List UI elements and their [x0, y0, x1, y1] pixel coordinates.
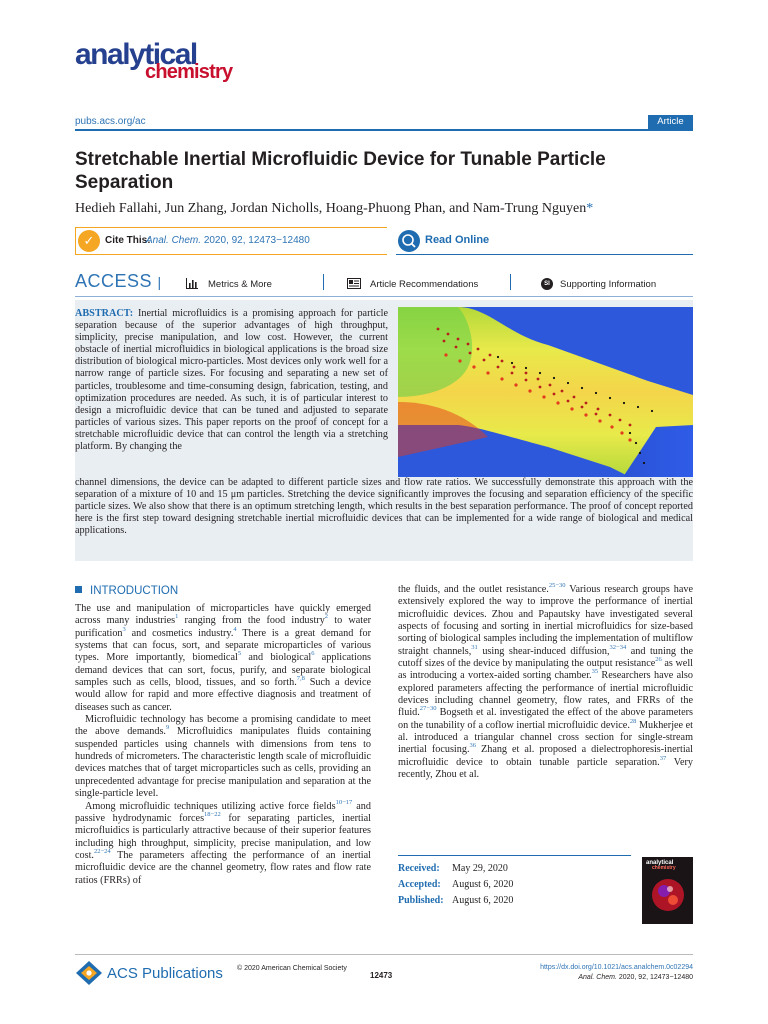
- intro-paragraph-2: [75, 714, 371, 800]
- text-run: and cosmetics industry.: [125, 627, 234, 639]
- text-run: and tuning the cutoff sizes of the device by manipulating the output resistance: [398, 645, 693, 670]
- citation-journal: Anal. Chem.: [146, 235, 202, 246]
- body-column-left: [75, 603, 371, 887]
- reference-link[interactable]: 18−22: [204, 810, 221, 818]
- dates-rule: [398, 855, 631, 856]
- access-bar-separator: [510, 274, 511, 290]
- footer-rule: [75, 954, 693, 955]
- cover-art: [642, 857, 693, 924]
- journal-logo-chemistry: chemistry: [145, 61, 233, 83]
- reference-link[interactable]: 35: [591, 668, 599, 676]
- access-divider: |: [157, 274, 162, 290]
- text-run: and passive hydrodynamic forces: [75, 800, 371, 824]
- text-run: the fluids, and the outlet resistance.: [398, 584, 549, 595]
- recommendations-icon: [347, 278, 361, 292]
- received-label: Received:: [398, 863, 440, 874]
- read-online-link[interactable]: Read Online: [425, 234, 490, 246]
- read-online-icon: [398, 230, 420, 252]
- text-run: Various research groups have extensively explored the way to improve the performance of inertial microfluidic devices. Zhou and Papautsky have investigated several aspects of focusing and sorting in inertial microfluidics for size-based sorting of biological samples including the implementation of multiflow straight channels,: [398, 584, 694, 657]
- reference-link[interactable]: 25−30: [548, 582, 566, 589]
- text-run: Microfluidics manipulates fluids containing suspended particles using channels with dimensions from tens to hundreds of micrometers. The characteristic length scale of microfluidic devices matches that of target microparticles such as cells, providing an unprecedented advantage for precise manipulation and separation at the single-particle level.: [75, 726, 372, 800]
- text-run: Among microfluidic techniques utilizing active force fields: [85, 800, 336, 812]
- doi-link[interactable]: https://dx.doi.org/10.1021/acs.analchem.0c02294: [540, 964, 693, 971]
- bar-chart-icon: [186, 278, 198, 292]
- reference-link[interactable]: 1: [175, 613, 179, 621]
- text-run: The use and manipulation of microparticles have quickly emerged across many industries: [75, 603, 371, 627]
- header-rule: [75, 129, 693, 131]
- abstract-part1: Inertial microfluidics is a promising approach for particle separation because of the superior advantages of high throughput, simplicity, precise manipulation, and low cost. However, the current obstacle of inertial microfluidics in biological applications is the broad size distribution of biological micro-particles. Most devices only work well for a narrow range of particle sizes. For focusing and separating a new set of particles, troublesome and time-consuming design, fabrication, testing, and optimization procedures are needed. As such, it is of particular interest to design a microfluidic device that can be tuned and adjusted to separate particles of various sizes. This paper reports on the proof of concept for a stretchable microfluidic device that can control the length via a stretching platform. By changing the: [75, 308, 388, 453]
- accepted-label: Accepted:: [398, 879, 441, 890]
- publication-dates: [398, 861, 513, 909]
- abstract-text-upper: [75, 308, 388, 453]
- text-run: and biological: [241, 652, 312, 664]
- article-recommendations-link[interactable]: Article Recommendations: [370, 279, 479, 290]
- copyright-notice: © 2020 American Chemical Society: [237, 965, 347, 972]
- body-column-right: [398, 584, 693, 782]
- text-run: as well as introducing a vortex-aided sorting chamber.: [398, 658, 693, 682]
- reference-link[interactable]: 3: [122, 625, 126, 633]
- reference-link[interactable]: 10−17: [335, 798, 353, 806]
- text-run: Researchers have also explored parameters affecting the performance of inertial microfluidic devices including channel geometry, flow rates, and FRRs of the fluid.: [398, 670, 693, 719]
- text-run: The parameters affecting the performance of an inertial microfluidic device are the channel geometry, flow rates and flow rate ratios (FRRs) of: [75, 849, 371, 886]
- citation-reference: 2020, 92, 12473−12480: [203, 235, 310, 246]
- acs-publications-logo: ACS Publications: [107, 965, 223, 982]
- journal-url-link[interactable]: pubs.acs.org/ac: [75, 116, 146, 127]
- cover-title-line1: analytical: [646, 860, 674, 866]
- accepted-row: [398, 877, 513, 893]
- introduction-heading-text: INTRODUCTION: [90, 585, 179, 597]
- abstract-heading: ABSTRACT:: [75, 308, 134, 319]
- cite-this-label: Cite This:: [105, 235, 151, 246]
- section-marker: [75, 586, 82, 593]
- text-run: Mukherjee et al. introduced a triangular channel cross section for single-stream inertial focusing.: [398, 719, 693, 756]
- text-run: to water purification: [75, 615, 371, 639]
- intro-paragraph-3: [75, 798, 371, 887]
- journal-cover-image[interactable]: [642, 857, 693, 924]
- reference-link[interactable]: 7,8: [296, 675, 305, 683]
- text-run: for separating particles, inertial microfluidics is particularly attractive because of their superior features including high throughput, simplicity, precise manipulation, and low cost.: [75, 812, 371, 861]
- published-label: Published:: [398, 895, 444, 906]
- citation-link[interactable]: [146, 235, 310, 246]
- reference-link[interactable]: 28: [629, 717, 637, 725]
- text-run: Microfluidic technology has become a promising candidate to meet the above demands.: [75, 714, 371, 738]
- access-label: [75, 271, 162, 292]
- text-run: Very recently, Zhou et al.: [398, 756, 693, 781]
- toc-graphic-channel-simulation: [398, 307, 693, 477]
- accepted-date: August 6, 2020: [452, 879, 514, 890]
- author-names: Hedieh Fallahi, Jun Zhang, Jordan Nicholls, Hoang-Phuong Phan, and Nam-Trung Nguyen: [75, 201, 587, 216]
- corresponding-author-mark[interactable]: *: [586, 201, 594, 216]
- reference-link[interactable]: 4: [233, 625, 237, 633]
- metrics-more-link[interactable]: Metrics & More: [208, 279, 272, 290]
- text-run: There is a great demand for systems that can focus, sort, and separate microparticles of various types. More importantly, biomedical: [75, 627, 371, 664]
- author-list: [75, 201, 593, 217]
- text-run: using shear-induced diffusion,: [477, 645, 610, 657]
- received-date: May 29, 2020: [452, 863, 508, 874]
- intro-paragraph-continued: [398, 584, 693, 782]
- reference-link[interactable]: 27−30: [419, 705, 437, 713]
- reference-link[interactable]: 36: [469, 742, 476, 750]
- page-number: 12473: [370, 971, 393, 980]
- text-run: Such a device would allow for rapid and more effective diagnosis and treatment of diseases such as cancer.: [75, 677, 371, 713]
- supporting-info-icon: SI: [541, 278, 553, 290]
- cover-title-line2: chemistry: [652, 865, 676, 871]
- abstract-text-lower: channel dimensions, the device can be adapted to different particle sizes and flow rate ratios. We successfully demonstrate this approach with the separation of a mixture of 10 and 15 μm particles. Stretching the device significantly improves the focusing and separation efficiency of the specific particle sizes. We also show that there is an optimum stretching length, which results in the best separation performance. The proof of concept reported here is the first step toward designing stretchable inertial microfluidic devices that can be implemented for a wide range of biological and medical applications.: [75, 477, 693, 537]
- checkmark-icon: ✓: [78, 230, 100, 252]
- text-run: Zhang et al. proposed a dielectrophoresis-inertial microfluidic device to obtain tunable particle separation.: [398, 744, 694, 768]
- reference-link[interactable]: 22−24: [93, 847, 111, 855]
- intro-paragraph-1: [75, 603, 371, 714]
- footer-journal: Anal. Chem.: [578, 974, 617, 981]
- reference-link[interactable]: 5: [237, 650, 242, 658]
- text-run: applications demand devices that can sort, focus, purify, and separate biological samples such as cells, blood, tissues, and so forth.: [75, 652, 371, 689]
- reference-link[interactable]: 31: [471, 643, 478, 651]
- reference-link[interactable]: 26: [655, 656, 662, 664]
- paper-title: Stretchable Inertial Microfluidic Device for Tunable Particle Separation: [75, 149, 606, 193]
- access-bar-separator: [323, 274, 324, 290]
- supporting-information-link[interactable]: Supporting Information: [560, 279, 657, 290]
- reference-link[interactable]: 2: [324, 613, 329, 621]
- text-run: ranging from the food industry: [178, 615, 325, 627]
- journal-logo-analytical: analytical: [75, 38, 197, 71]
- footer-journal-ref: 2020, 92, 12473−12480: [618, 974, 693, 981]
- published-row: [398, 893, 513, 909]
- reference-link[interactable]: 32−34: [609, 643, 627, 651]
- footer-journal-reference: [450, 974, 693, 981]
- introduction-heading: [75, 585, 178, 597]
- access-bar-rule: [75, 296, 693, 297]
- text-run: Bogseth et al. investigated the effect of the above parameters on the tunability of a coflow inertial microfluidic device.: [398, 707, 693, 731]
- reference-link[interactable]: 37: [659, 754, 667, 762]
- acs-logo-icon: [75, 960, 103, 991]
- access-text: ACCESS: [75, 271, 153, 291]
- published-date: August 6, 2020: [452, 895, 514, 906]
- reference-link[interactable]: 6: [311, 650, 315, 658]
- reference-link[interactable]: 9: [165, 724, 170, 732]
- article-type-badge: Article: [648, 115, 693, 129]
- received-row: [398, 861, 513, 877]
